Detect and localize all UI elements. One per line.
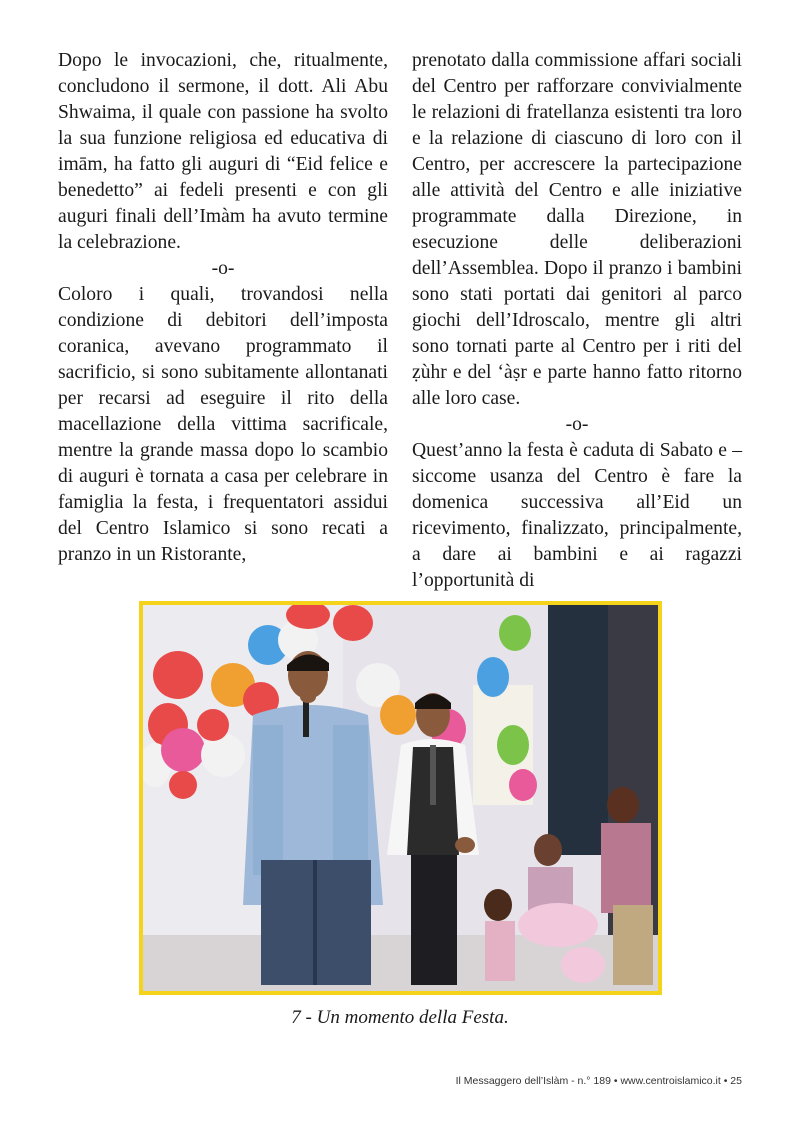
right-column [412,48,742,594]
section-separator: -o- [211,258,235,279]
photo-illustration [143,605,658,991]
left-column [58,48,388,568]
left-paragraph-2: Coloro i quali, trovandosi nella condizione di debitori dell’imposta coranica, avevano programmato il sacrificio, si sono subitamente allontanati per recarsi ad eseguire il rito della macellazione della vittima sacrificale, mentre la grande massa dopo lo scambio di auguri è tornata a casa per celebrare in famiglia la festa, i frequentatori assidui del Centro Islamico si sono recati a pranzo in un Ristorante, [58,284,388,565]
photo-caption: 7 - Un momento della Festa. [291,1007,509,1028]
section-separator: -o- [565,414,589,435]
page-footer: Il Messaggero dell’Islàm - n.° 189 • www.centroislamico.it • 25 [455,1075,742,1087]
right-paragraph-1: prenotato dalla commissione affari sociali del Centro per rafforzare convivialmente le relazioni di fratellanza esistenti tra loro e la relazione di ciascuno di loro con il Centro, per accrescere la partecipazione alle attività del Centro e alle iniziative programmate dalla Direzione, in esecuzione delle deliberazioni dell’Assemblea. Dopo il pranzo i bambini sono stati portati dai genitori al parco giochi dell’Idroscalo, mentre gli altri sono tornati parte al Centro per i riti del ẓùhr e del ‘àṣr e parte hanno fatto ritorno alle loro case. [412,50,742,409]
right-paragraph-2: Quest’anno la festa è caduta di Sabato e – siccome usanza del Centro è fare la domenica successiva all’Eid un ricevimento, finalizzato, principalmente, a dare ai bambini e ai ragazzi l’opportunità di [412,440,742,591]
left-paragraph-1: Dopo le invocazioni, che, ritualmente, concludono il sermone, il dott. Ali Abu Shwaima, il quale con passione ha svolto la sua funzione religiosa ed educativa di imām, ha fatto gli auguri di “Eid felice e benedetto” ai fedeli presenti e con gli auguri finali dell’Imàm ha avuto termine la celebrazione. [58,50,388,253]
festival-photo [139,601,662,995]
